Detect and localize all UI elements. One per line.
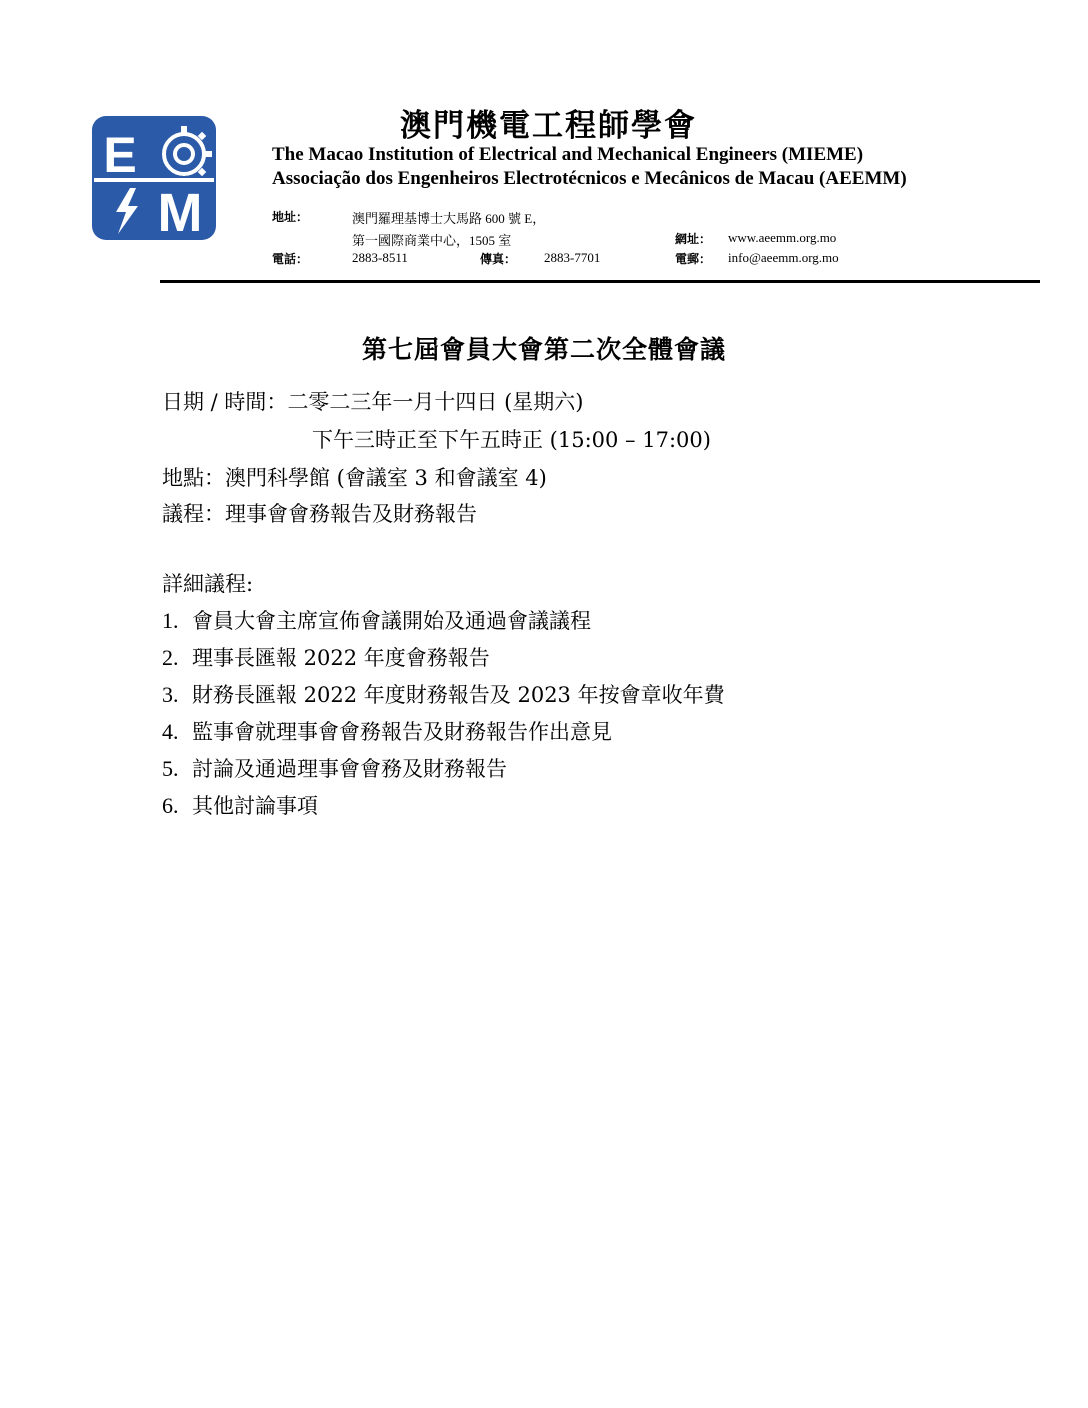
fax-number: 2883-7701 xyxy=(544,250,601,265)
address-label: 地址： xyxy=(272,210,309,224)
organization-name-portuguese: Associação dos Engenheiros Electrotécnicos e Mecânicos de Macau (AEEMM) xyxy=(272,168,907,189)
organization-name-chinese: 澳門機電工程師學會 xyxy=(400,108,697,144)
place-line xyxy=(162,462,547,492)
agenda-label: 議程： xyxy=(162,502,225,526)
agenda-item: 1. 會員大會主席宣佈會議開始及通過會議議程 xyxy=(162,608,591,633)
email-link[interactable]: info@aeemm.org.mo xyxy=(728,250,839,265)
place-label: 地點： xyxy=(162,466,225,490)
organization-name-english: The Macao Institution of Electrical and Mechanical Engineers (MIEME) xyxy=(272,144,864,165)
address-line-2: 第一國際商業中心，1505 室 xyxy=(352,233,512,248)
logo-letter-e: E xyxy=(103,127,137,183)
agenda-value: 理事會會務報告及財務報告 xyxy=(225,502,477,526)
website-label: 網址： xyxy=(675,232,712,246)
place-value: 澳門科學館 (會議室 3 和會議室 4) xyxy=(225,466,547,490)
phone-label: 電話： xyxy=(272,252,309,266)
detailed-agenda-heading: 詳細議程: xyxy=(162,572,254,596)
agenda-line xyxy=(162,498,477,528)
header-divider xyxy=(160,280,1040,283)
date-label: 日期 / 時間： xyxy=(162,390,288,414)
date-line xyxy=(162,386,584,416)
agenda-item: 5. 討論及通過理事會會務及財務報告 xyxy=(162,756,507,781)
logo-letter-m: M xyxy=(157,183,203,240)
meeting-title: 第七屆會員大會第二次全體會議 xyxy=(361,335,726,364)
organization-logo xyxy=(92,116,216,240)
phone-number: 2883-8511 xyxy=(352,250,408,265)
website-link[interactable]: www.aeemm.org.mo xyxy=(728,230,837,245)
date-value: 二零二三年一月十四日 (星期六) xyxy=(287,390,584,414)
agenda-item: 6. 其他討論事項 xyxy=(162,793,318,818)
fax-label: 傳真： xyxy=(480,252,517,266)
time-value: 下午三時正至下午五時正 (15:00 – 17:00) xyxy=(312,428,711,452)
agenda-item: 2. 理事長匯報 2022 年度會務報告 xyxy=(162,645,490,670)
agenda-item: 3. 財務長匯報 2022 年度財務報告及 2023 年按會章收年費 xyxy=(162,682,725,707)
email-label: 電郵： xyxy=(675,252,712,266)
agenda-item: 4. 監事會就理事會會務報告及財務報告作出意見 xyxy=(162,719,612,744)
address-line-1: 澳門羅理基博士大馬路 600 號 E， xyxy=(352,211,546,226)
